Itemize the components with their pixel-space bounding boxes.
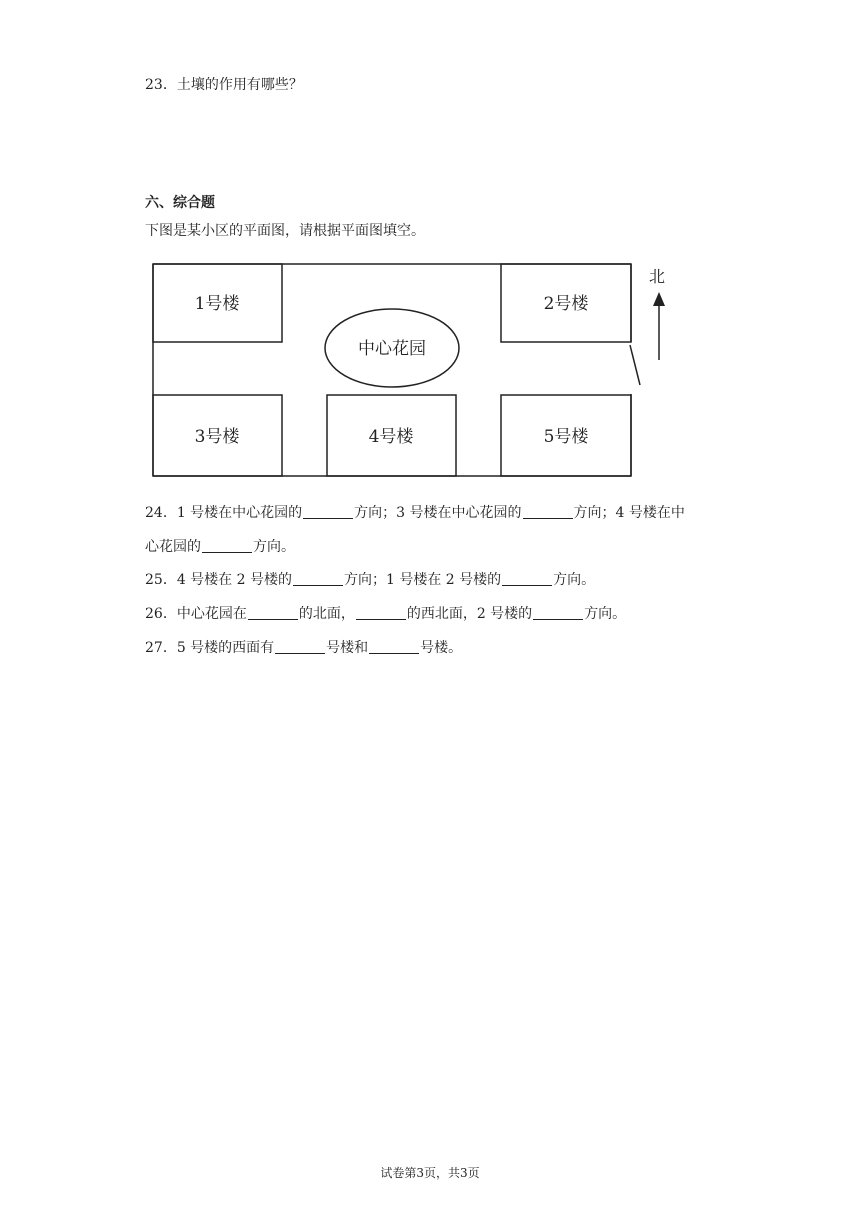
q24-text-4: 心花园的 bbox=[145, 539, 201, 555]
answer-blank[interactable] bbox=[248, 605, 298, 620]
q26-text-2: 的北面， bbox=[298, 606, 355, 622]
question-24-continued bbox=[145, 536, 295, 556]
answer-blank[interactable] bbox=[303, 504, 353, 519]
q26-text-1: 26．中心花园在 bbox=[145, 606, 247, 622]
question-23: 23．土壤的作用有哪些？ bbox=[145, 77, 303, 93]
answer-blank[interactable] bbox=[356, 605, 406, 620]
answer-blank[interactable] bbox=[533, 605, 583, 620]
community-floor-plan bbox=[0, 0, 860, 490]
q27-text-3: 号楼。 bbox=[420, 640, 463, 656]
q27-text-1: 27．5 号楼的西面有 bbox=[145, 640, 275, 656]
question-27 bbox=[145, 637, 462, 657]
q25-text-1: 25．4 号楼在 2 号楼的 bbox=[145, 572, 292, 588]
answer-blank[interactable] bbox=[369, 639, 419, 654]
q24-text-1: 24．1 号楼在中心花园的 bbox=[145, 505, 303, 521]
building-4-label: 4号楼 bbox=[368, 427, 414, 447]
q25-text-3: 方向。 bbox=[553, 572, 596, 588]
question-26 bbox=[145, 603, 626, 623]
gate-line bbox=[630, 345, 640, 385]
q26-text-4: 方向。 bbox=[584, 606, 627, 622]
answer-blank[interactable] bbox=[502, 571, 552, 586]
q25-text-2: 方向；1 号楼在 2 号楼的 bbox=[343, 572, 502, 588]
q27-text-2: 号楼和 bbox=[326, 640, 369, 656]
answer-blank[interactable] bbox=[275, 639, 325, 654]
q26-text-3: 的西北面，2 号楼的 bbox=[406, 606, 533, 622]
answer-blank[interactable] bbox=[523, 504, 573, 519]
question-25 bbox=[145, 569, 595, 589]
answer-blank[interactable] bbox=[202, 538, 252, 553]
building-3-label: 3号楼 bbox=[194, 427, 240, 447]
q24-text-5: 方向。 bbox=[253, 539, 295, 555]
building-2-label: 2号楼 bbox=[543, 294, 589, 314]
building-1-label: 1号楼 bbox=[194, 294, 240, 314]
answer-blank[interactable] bbox=[293, 571, 343, 586]
question-24 bbox=[145, 502, 685, 522]
q24-text-2: 方向；3 号楼在中心花园的 bbox=[354, 505, 522, 521]
page-footer: 试卷第3页，共3页 bbox=[380, 1166, 480, 1180]
building-5-label: 5号楼 bbox=[543, 427, 589, 447]
section-title: 六、综合题 bbox=[145, 195, 215, 211]
garden-label: 中心花园 bbox=[358, 339, 426, 359]
north-label: 北 bbox=[648, 267, 666, 286]
section-intro: 下图是某小区的平面图，请根据平面图填空。 bbox=[145, 223, 425, 239]
q24-text-3: 方向；4 号楼在中 bbox=[573, 505, 685, 521]
north-arrow-head bbox=[653, 292, 665, 306]
